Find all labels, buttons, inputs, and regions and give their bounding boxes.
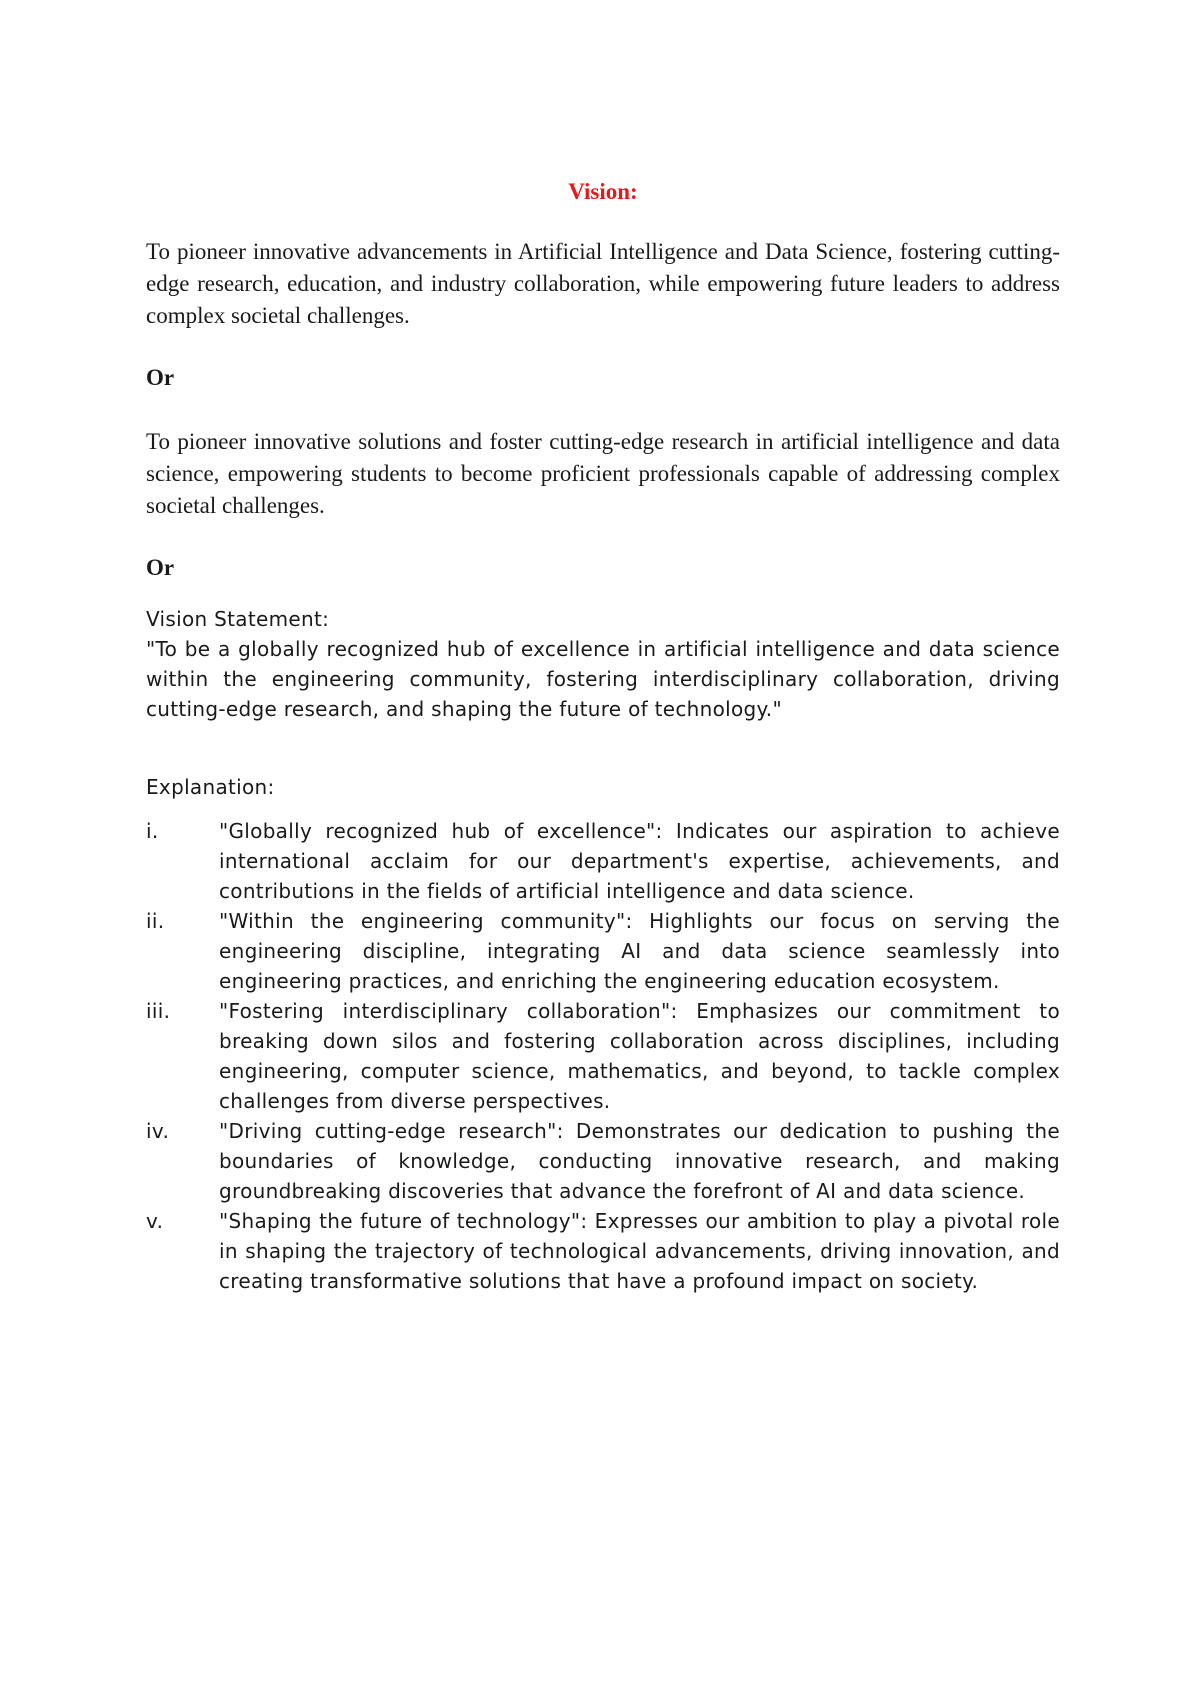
- or-separator-1: Or: [146, 365, 175, 390]
- explanation-list: [146, 816, 1060, 1296]
- list-item: [146, 906, 1060, 996]
- list-item-number: iii.: [146, 999, 171, 1023]
- vision-paragraph-2: To pioneer innovative solutions and foster cutting-edge research in artificial intelligence and data science, empowering students to become proficient professionals capable of addressing complex societal challenges.: [146, 429, 1060, 518]
- list-item: [146, 1116, 1060, 1206]
- vision-paragraph-1: To pioneer innovative advancements in Artificial Intelligence and Data Science, fostering cutting-edge research, education, and industry collaboration, while empowering future leaders to address complex societal challenges.: [146, 239, 1060, 328]
- document-body: [146, 176, 1060, 1296]
- vision-statement-text: "To be a globally recognized hub of excellence in artificial intelligence and data science within the engineering community, fostering interdisciplinary collaboration, driving cutting-edge research, and shaping the future of technology.": [146, 637, 1060, 721]
- list-item-text: "Within the engineering community": Highlights our focus on serving the engineering discipline, integrating AI and data science seamlessly into engineering practices, and enriching the engineering education ecosystem.: [219, 909, 1060, 993]
- list-item: [146, 1206, 1060, 1296]
- list-item: [146, 996, 1060, 1116]
- list-item-text: "Globally recognized hub of excellence": Indicates our aspiration to achieve international acclaim for our department's expertise, achievements, and contributions in the fields of artificial intelligence and data science.: [219, 819, 1060, 903]
- list-item-number: i.: [146, 819, 159, 843]
- vision-statement-label: Vision Statement:: [146, 607, 330, 631]
- list-item-number: ii.: [146, 909, 165, 933]
- list-item-text: "Fostering interdisciplinary collaboration": Emphasizes our commitment to breaking down silos and fostering collaboration across disciplines, including engineering, computer science, mathematics, and beyond, to tackle complex challenges from diverse perspectives.: [219, 999, 1060, 1113]
- list-item-number: v.: [146, 1209, 164, 1233]
- list-item-text: "Shaping the future of technology": Expresses our ambition to play a pivotal role in shaping the trajectory of technological advancements, driving innovation, and creating transformative solutions that have a profound impact on society.: [219, 1209, 1060, 1293]
- vision-heading: Vision:: [568, 179, 638, 204]
- list-item-text: "Driving cutting-edge research": Demonstrates our dedication to pushing the boundaries of knowledge, conducting innovative research, and making groundbreaking discoveries that advance the forefront of AI and data science.: [219, 1119, 1060, 1203]
- explanation-label: Explanation:: [146, 775, 275, 799]
- list-item: [146, 816, 1060, 906]
- list-item-number: iv.: [146, 1119, 170, 1143]
- or-separator-2: Or: [146, 555, 175, 580]
